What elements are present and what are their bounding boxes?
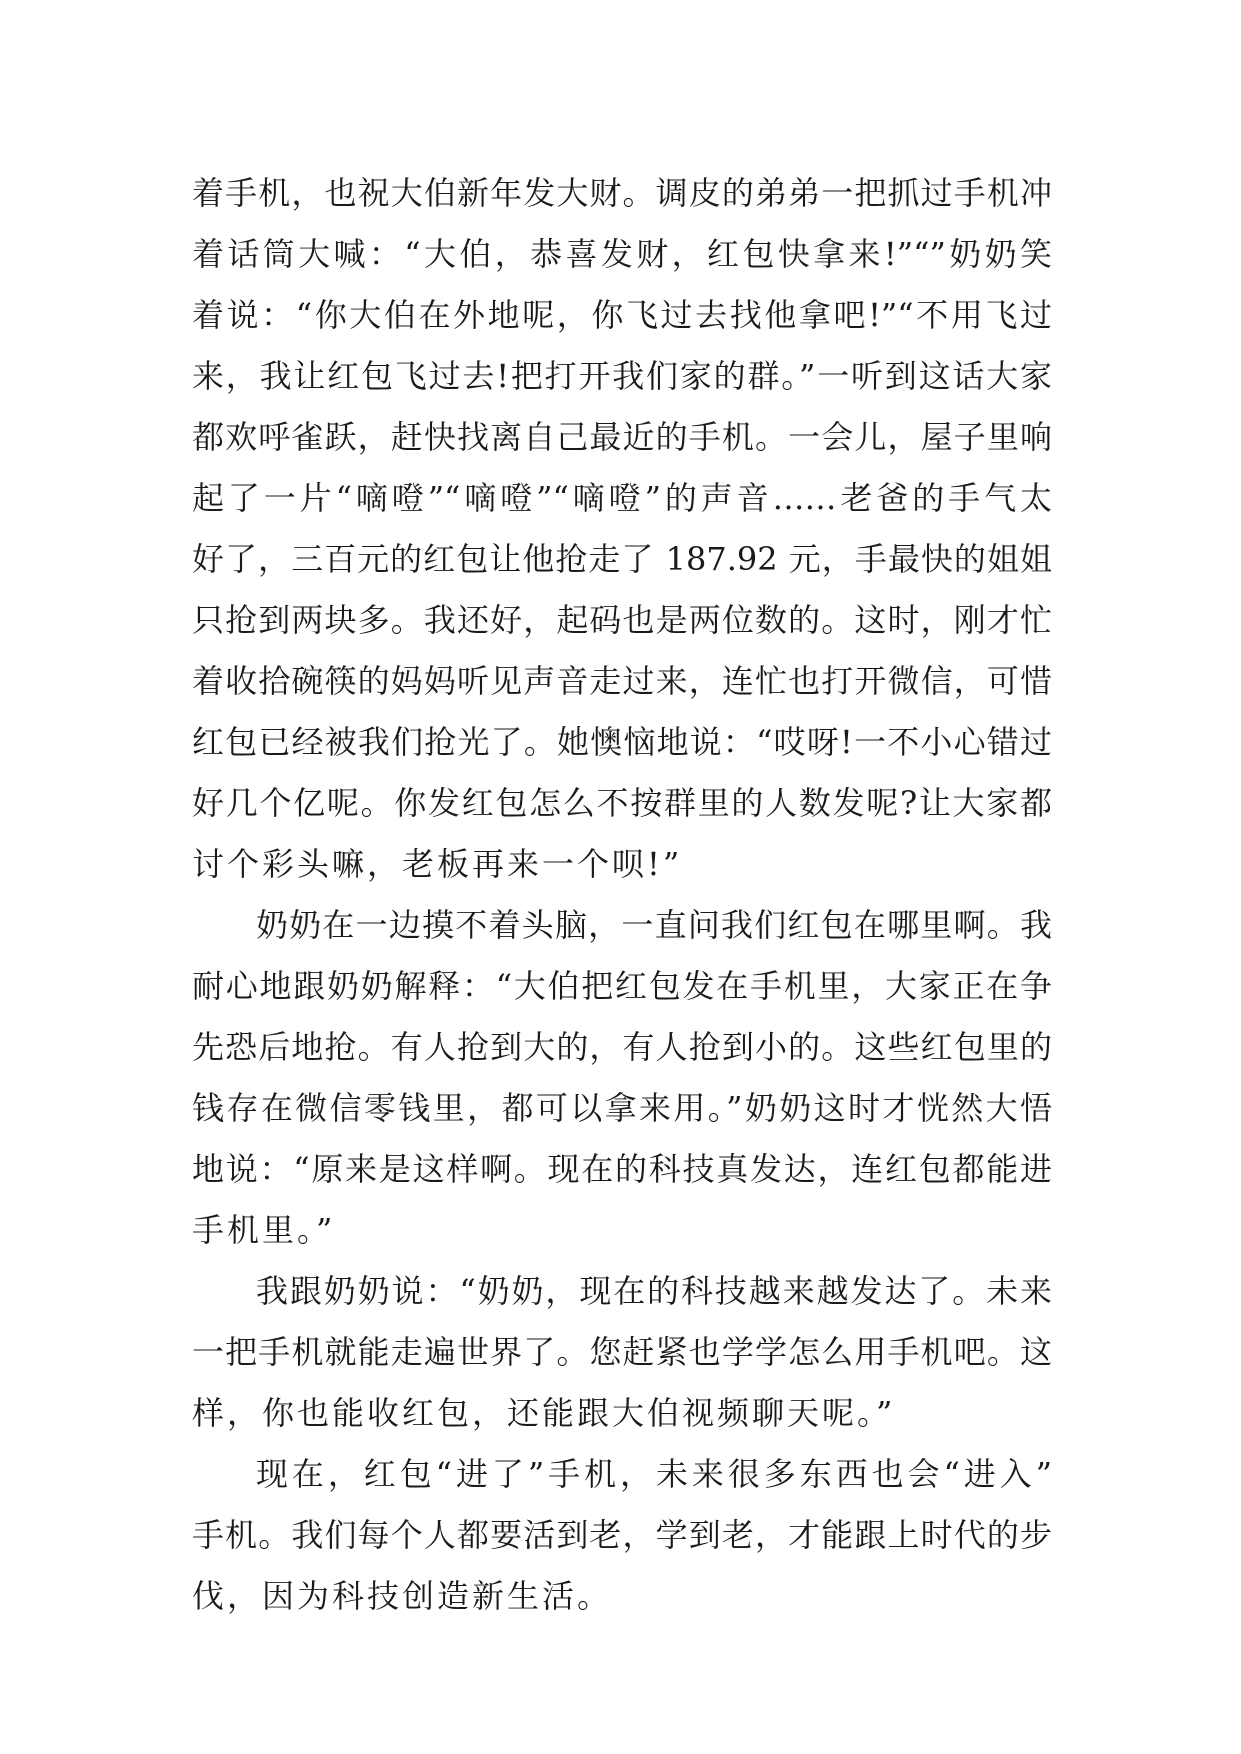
text-line: 只抢到两块多。我还好，起码也是两位数的。这时，刚才忙 bbox=[192, 601, 1052, 639]
paragraph-p4 bbox=[192, 1444, 1052, 1627]
text-line: 一把手机就能走遍世界了。您赶紧也学学怎么用手机吧。这 bbox=[192, 1333, 1052, 1371]
text-line: 手机。我们每个人都要活到老，学到老，才能跟上时代的步 bbox=[192, 1516, 1052, 1554]
text-line: 我跟奶奶说：“奶奶，现在的科技越来越发达了。未来 bbox=[256, 1272, 1052, 1310]
essay-body bbox=[192, 163, 1052, 1627]
text-line: 地说：“原来是这样啊。现在的科技真发达，连红包都能进 bbox=[192, 1150, 1052, 1188]
text-line: 着话筒大喊：“大伯，恭喜发财，红包快拿来!”“”奶奶笑 bbox=[192, 235, 1052, 273]
text-line: 红包已经被我们抢光了。她懊恼地说：“哎呀!一不小心错过 bbox=[192, 723, 1052, 761]
text-line: 先恐后地抢。有人抢到大的，有人抢到小的。这些红包里的 bbox=[192, 1028, 1052, 1066]
text-line: 样，你也能收红包，还能跟大伯视频聊天呢。” bbox=[192, 1394, 896, 1432]
text-line: 起了一片“嘀噔”“嘀噔”“嘀噔”的声音……老爸的手气太 bbox=[192, 479, 1052, 517]
text-line: 手机里。” bbox=[192, 1211, 336, 1249]
text-line: 耐心地跟奶奶解释：“大伯把红包发在手机里，大家正在争 bbox=[192, 967, 1052, 1005]
text-line: 着说：“你大伯在外地呢，你飞过去找他拿吧!”“不用飞过 bbox=[192, 296, 1052, 334]
paragraph-p3 bbox=[192, 1261, 1052, 1444]
text-line: 好了，三百元的红包让他抢走了 187.92 元，手最快的姐姐 bbox=[192, 540, 1052, 578]
text-line: 着收拾碗筷的妈妈听见声音走过来，连忙也打开微信，可惜 bbox=[192, 662, 1052, 700]
text-line: 都欢呼雀跃，赶快找离自己最近的手机。一会儿，屋子里响 bbox=[192, 418, 1052, 456]
paragraph-p1 bbox=[192, 163, 1052, 895]
text-line: 奶奶在一边摸不着头脑，一直问我们红包在哪里啊。我 bbox=[256, 906, 1052, 944]
text-line: 现在，红包“进了”手机，未来很多东西也会“进入” bbox=[256, 1455, 1052, 1493]
paragraph-p2 bbox=[192, 895, 1052, 1261]
text-line: 伐，因为科技创造新生活。 bbox=[192, 1577, 613, 1615]
text-line: 来，我让红包飞过去!把打开我们家的群。”一听到这话大家 bbox=[192, 357, 1052, 395]
text-line: 着手机，也祝大伯新年发大财。调皮的弟弟一把抓过手机冲 bbox=[192, 174, 1052, 212]
text-line: 讨个彩头嘛，老板再来一个呗!” bbox=[192, 845, 683, 883]
text-line: 好几个亿呢。你发红包怎么不按群里的人数发呢?让大家都 bbox=[192, 784, 1052, 822]
text-line: 钱存在微信零钱里，都可以拿来用。”奶奶这时才恍然大悟 bbox=[192, 1089, 1052, 1127]
